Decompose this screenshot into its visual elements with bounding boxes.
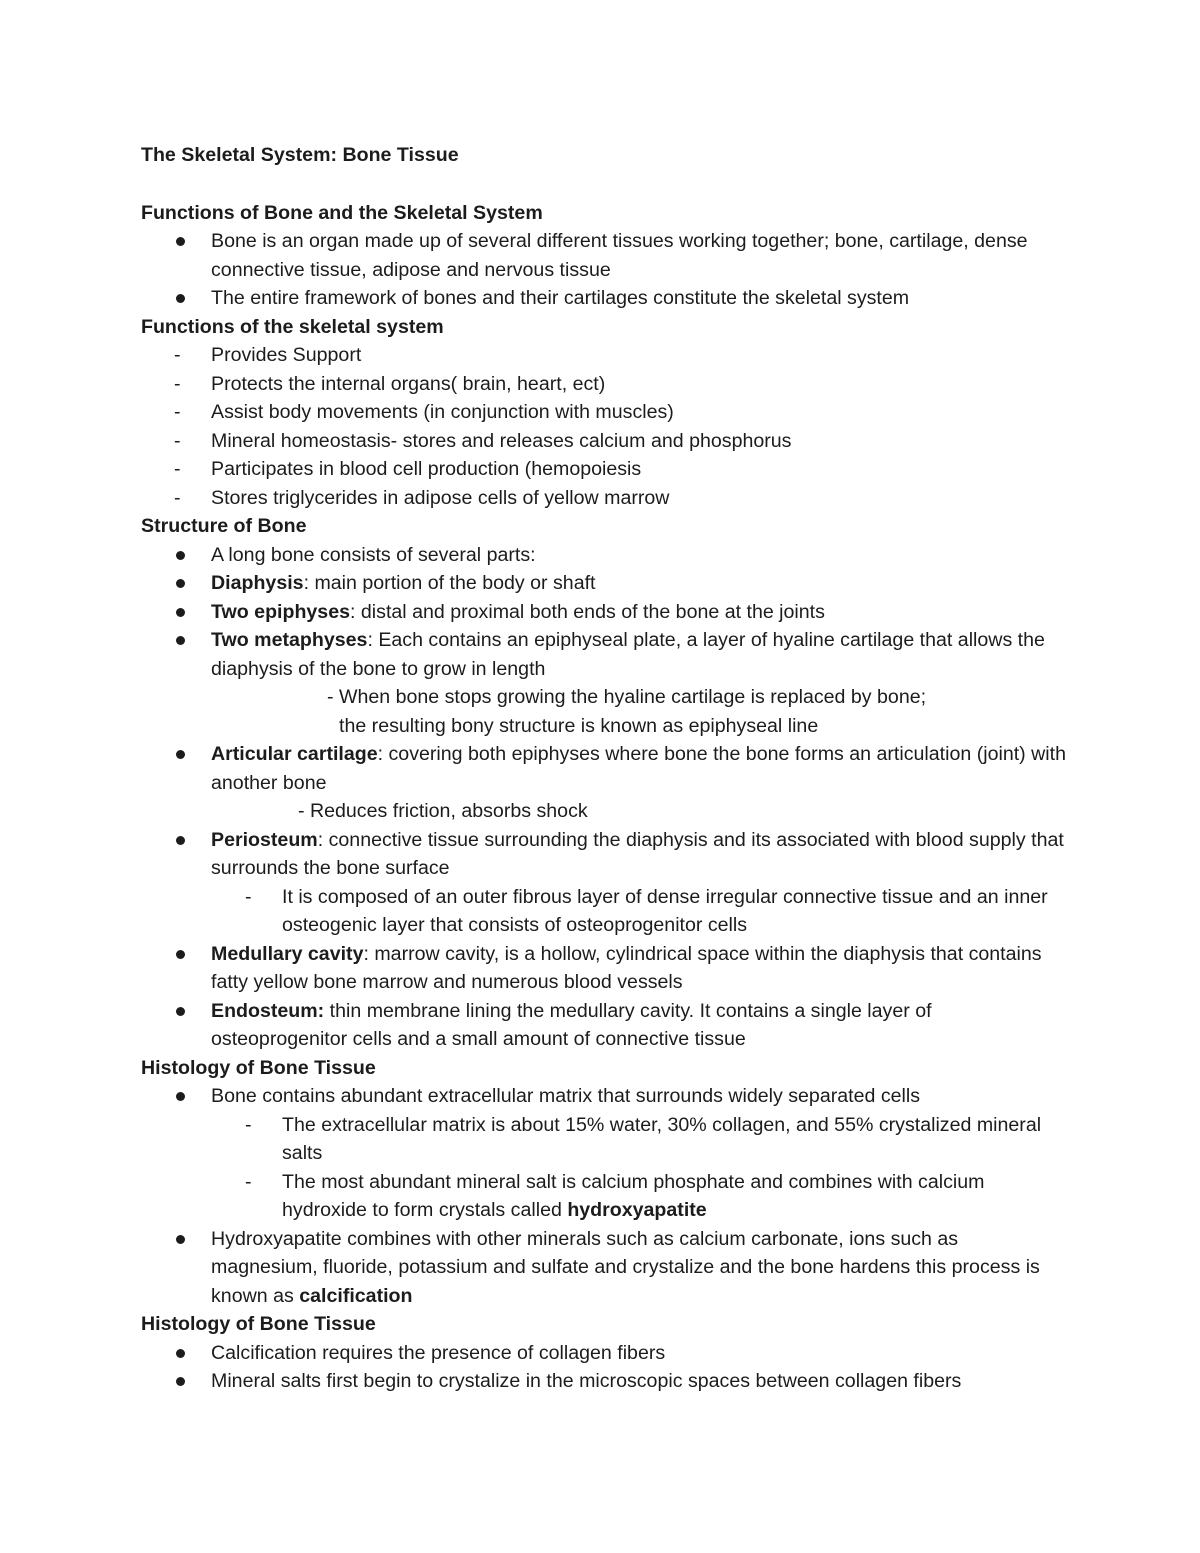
definition-text: : connective tissue surrounding the diaphysis and its associated with blood supply that surrounds the bone surface bbox=[211, 828, 1064, 879]
definition-text: : covering both epiphyses where bone the bone forms an articulation (joint) with another bone bbox=[211, 743, 1066, 794]
dash-mark: - bbox=[245, 1170, 252, 1193]
bullet-item-medullary bbox=[141, 940, 1066, 997]
dash-item-text: It is composed of an outer fibrous layer of dense irregular connective tissue and an inner osteogenic layer that consists of osteoprogenitor cells bbox=[282, 885, 1048, 936]
definition-text: : Each contains an epiphyseal plate, a layer of hyaline cartilage that allows the diaphysis of the bone to grow in length bbox=[211, 629, 1045, 680]
bullet-item: Bone contains abundant extracellular matrix that surrounds widely separated cells bbox=[141, 1082, 1066, 1111]
dash-item bbox=[141, 1111, 1066, 1168]
bullet-item-diaphysis bbox=[141, 569, 1066, 598]
sub-note: - When bone stops growing the hyaline cartilage is replaced by bone; bbox=[327, 686, 927, 708]
bullet-item: Calcification requires the presence of collagen fibers bbox=[141, 1339, 1066, 1368]
term-calcification: calcification bbox=[299, 1284, 413, 1307]
bullet-item: A long bone consists of several parts: bbox=[141, 541, 1066, 570]
definition-text: thin membrane lining the medullary cavity. It contains a single layer of osteoprogenitor cells and a small amount of connective tissue bbox=[211, 999, 932, 1050]
bullet-item-metaphyses bbox=[141, 626, 1066, 683]
section-heading-structure: Structure of Bone bbox=[141, 515, 307, 537]
term-metaphyses: Two metaphyses bbox=[211, 629, 368, 651]
section-heading-functions-bone: Functions of Bone and the Skeletal System bbox=[141, 201, 543, 224]
dash-item bbox=[141, 370, 1066, 399]
bullet-item: The entire framework of bones and their cartilages constitute the skeletal system bbox=[141, 284, 1066, 313]
dash-mark: - bbox=[245, 1113, 252, 1136]
dash-mark: - bbox=[174, 401, 181, 423]
dash-mark: - bbox=[174, 458, 181, 480]
document-page bbox=[141, 141, 1066, 1396]
dash-mark: - bbox=[174, 429, 181, 452]
bullet-item bbox=[141, 1225, 1066, 1311]
dash-mark: - bbox=[245, 885, 252, 908]
bullet-item-periosteum bbox=[141, 826, 1066, 883]
spacer bbox=[141, 170, 1066, 199]
definition-text: : marrow cavity, is a hollow, cylindrical space within the diaphysis that contains fatty yellow bone marrow and numerous blood vessels bbox=[211, 942, 1042, 993]
sub-note: - Reduces friction, absorbs shock bbox=[298, 800, 588, 822]
bullet-item: Mineral salts first begin to crystalize in the microscopic spaces between collagen fibers bbox=[141, 1367, 1066, 1396]
dash-item-text: Protects the internal organs( brain, heart, ect) bbox=[211, 372, 606, 395]
sub-note: the resulting bony structure is known as epiphyseal line bbox=[339, 714, 819, 737]
dash-item-text: Mineral homeostasis- stores and releases calcium and phosphorus bbox=[211, 429, 792, 452]
bullet-item-articular bbox=[141, 740, 1066, 797]
term-epiphyses: Two epiphyses bbox=[211, 600, 351, 623]
term-periosteum: Periosteum bbox=[211, 828, 318, 851]
bullet-item: Bone is an organ made up of several different tissues working together; bone, cartilage, dense connective tissue, adipose and nervous tissue bbox=[141, 227, 1066, 284]
section-heading-functions-skeletal: Functions of the skeletal system bbox=[141, 315, 444, 338]
dash-mark: - bbox=[174, 486, 181, 509]
dash-item bbox=[141, 427, 1066, 456]
dash-item bbox=[141, 341, 1066, 370]
dash-mark: - bbox=[174, 372, 181, 395]
dash-item bbox=[141, 1168, 1066, 1225]
dash-item-text: The extracellular matrix is about 15% water, 30% collagen, and 55% crystalized mineral salts bbox=[282, 1113, 1042, 1164]
dash-item bbox=[141, 484, 1066, 513]
document-title: The Skeletal System: Bone Tissue bbox=[141, 144, 459, 166]
definition-text: : main portion of the body or shaft bbox=[303, 572, 596, 594]
term-articular-cartilage: Articular cartilage bbox=[211, 743, 378, 765]
section-heading-histology-2: Histology of Bone Tissue bbox=[141, 1313, 376, 1335]
bullet-text: Hydroxyapatite combines with other minerals such as calcium carbonate, ions such as magnesium, fluoride, potassium and sulfate and crystalize and the bone hardens this process is known as bbox=[211, 1227, 1040, 1307]
term-hydroxyapatite: hydroxyapatite bbox=[567, 1199, 707, 1221]
dash-item bbox=[141, 455, 1066, 484]
dash-item bbox=[141, 398, 1066, 427]
term-diaphysis: Diaphysis bbox=[211, 572, 304, 594]
dash-item-text: Provides Support bbox=[211, 344, 362, 366]
term-endosteum: Endosteum: bbox=[211, 999, 325, 1022]
term-medullary-cavity: Medullary cavity bbox=[211, 942, 364, 965]
bullet-item-endosteum bbox=[141, 997, 1066, 1054]
definition-text: : distal and proximal both ends of the bone at the joints bbox=[350, 600, 825, 623]
dash-item-text: Participates in blood cell production (hemopoiesis bbox=[211, 458, 642, 480]
dash-mark: - bbox=[174, 344, 181, 366]
dash-item-text: Stores triglycerides in adipose cells of yellow marrow bbox=[211, 486, 670, 509]
section-heading-histology: Histology of Bone Tissue bbox=[141, 1056, 376, 1079]
bullet-item-epiphyses bbox=[141, 598, 1066, 627]
dash-item bbox=[141, 883, 1066, 940]
dash-item-text: Assist body movements (in conjunction with muscles) bbox=[211, 401, 674, 423]
dash-item-text: The most abundant mineral salt is calcium phosphate and combines with calcium hydroxide to form crystals called bbox=[282, 1170, 985, 1221]
